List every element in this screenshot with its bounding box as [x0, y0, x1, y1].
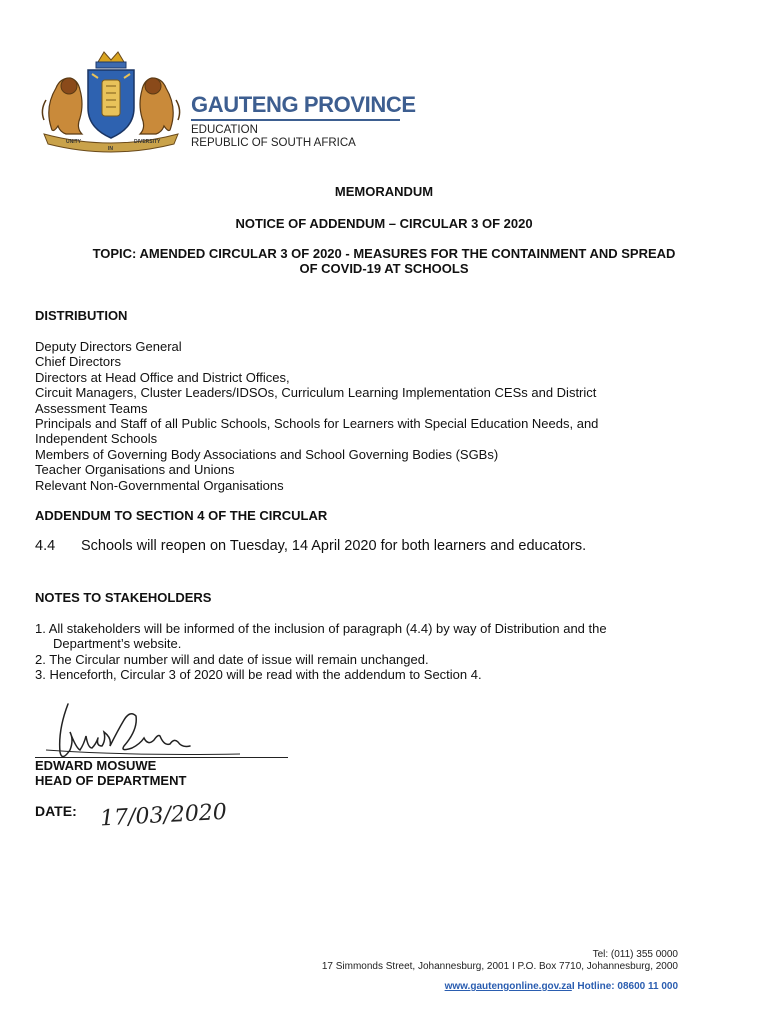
- note-item: 1. All stakeholders will be informed of the inclusion of paragraph (4.4) by way of Distribution and the: [35, 621, 607, 636]
- footer-address: 17 Simmonds Street, Johannesburg, 2001 I P.O. Box 7710, Johannesburg, 2000: [321, 961, 678, 972]
- footer-contact: [445, 981, 678, 992]
- province-rule: [191, 119, 400, 121]
- crest-motto-unity: UNITY: [66, 139, 81, 145]
- distribution-line: Circuit Managers, Cluster Leaders/IDSOs, Curriculum Learning Implementation CESs and District: [35, 385, 597, 401]
- distribution-line: Directors at Head Office and District Offices,: [35, 369, 290, 385]
- province-header: [191, 94, 416, 150]
- signatory-name: EDWARD MOSUWE: [35, 758, 157, 773]
- memorandum-title: MEMORANDUM: [334, 184, 434, 199]
- distribution-line: Chief Directors: [35, 354, 121, 370]
- distribution-list: [35, 339, 675, 493]
- note-item-continued: Department’s website.: [53, 636, 182, 652]
- distribution-line: Assessment Teams: [35, 400, 148, 416]
- distribution-line: Relevant Non-Governmental Organisations: [35, 477, 284, 493]
- notice-title: NOTICE OF ADDENDUM – CIRCULAR 3 OF 2020: [235, 216, 533, 231]
- distribution-line: Principals and Staff of all Public Schools, Schools for Learners with Special Education Needs, and: [35, 416, 599, 432]
- distribution-line: Independent Schools: [35, 431, 158, 447]
- note-item: 3. Henceforth, Circular 3 of 2020 will be read with the addendum to Section 4.: [35, 667, 482, 683]
- date-label: DATE:: [35, 803, 77, 819]
- notes-list: [35, 621, 675, 683]
- crest-motto-diversity: DIVERSITY: [134, 139, 161, 145]
- distribution-heading: DISTRIBUTION: [35, 308, 128, 323]
- distribution-line: Teacher Organisations and Unions: [35, 462, 235, 478]
- hotline-text: I Hotline: 08600 11 000: [571, 981, 678, 992]
- handwritten-date: [96, 790, 236, 838]
- footer-tel: Tel: (011) 355 0000: [592, 949, 678, 960]
- paragraph-number: 4.4: [35, 538, 56, 554]
- crest-motto-in: IN: [108, 146, 113, 152]
- svg-text:17/03/2020: 17/03/2020: [99, 799, 228, 832]
- signatory-block: [35, 758, 186, 788]
- notes-heading: NOTES TO STAKEHOLDERS: [35, 590, 212, 605]
- department-name: EDUCATION: [191, 123, 258, 136]
- topic-line-2: OF COVID-19 AT SCHOOLS: [299, 261, 469, 276]
- note-item: 2. The Circular number will and date of issue will remain unchanged.: [35, 651, 429, 667]
- topic-title: [0, 246, 768, 276]
- distribution-line: Deputy Directors General: [35, 339, 182, 354]
- coat-of-arms-icon: [36, 48, 186, 160]
- paragraph-text: Schools will reopen on Tuesday, 14 April 2020 for both learners and educators.: [81, 538, 587, 554]
- addendum-paragraph: [35, 538, 586, 554]
- website-link[interactable]: www.gautengonline.gov.za: [444, 981, 572, 992]
- country-name: REPUBLIC OF SOUTH AFRICA: [191, 137, 356, 149]
- province-name: GAUTENG PROVINCE: [191, 92, 416, 117]
- addendum-heading: ADDENDUM TO SECTION 4 OF THE CIRCULAR: [35, 508, 328, 523]
- topic-line-1: TOPIC: AMENDED CIRCULAR 3 OF 2020 - MEASURES FOR THE CONTAINMENT AND SPREAD: [92, 246, 676, 261]
- distribution-line: Members of Governing Body Associations and School Governing Bodies (SGBs): [35, 446, 499, 462]
- signatory-title: HEAD OF DEPARTMENT: [35, 773, 187, 788]
